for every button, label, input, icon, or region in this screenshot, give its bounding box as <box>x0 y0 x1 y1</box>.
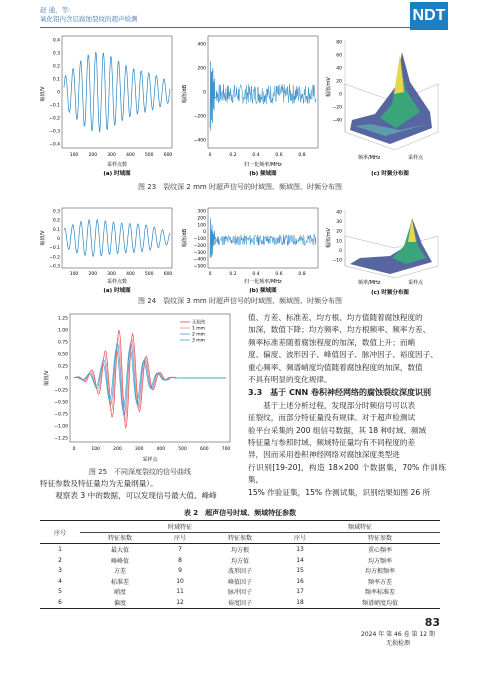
x-tick-label: 0.8 <box>298 153 306 158</box>
y-tick-label: 400 <box>197 42 206 48</box>
table-cell: 12 <box>160 597 200 608</box>
table-cell: 峭度 <box>114 589 127 597</box>
table-cell: 频谱峭度均值 <box>320 597 440 608</box>
x-tick-label: 200 <box>88 153 98 158</box>
y-tick-label: 0 <box>65 376 68 382</box>
y-tick-label: 80 <box>336 40 342 46</box>
y-tick-label: −0.25 <box>54 388 68 394</box>
fig24a-yticks <box>49 209 60 270</box>
right-paragraph-1 <box>248 312 446 386</box>
legend-label: 无损伤 <box>192 320 206 326</box>
y-tick-label: −200 <box>193 114 206 120</box>
x-tick-label: 100 <box>91 447 101 452</box>
y-tick-label: 0.3 <box>52 209 60 215</box>
legend-label: 3 mm <box>192 338 206 344</box>
y-tick-label: −10 <box>332 258 342 264</box>
table-2-body <box>40 544 440 609</box>
table-cell: 7 <box>178 545 182 553</box>
fig23-time-domain-plot <box>40 36 172 177</box>
y-tick-label: 0.2 <box>52 64 60 70</box>
y-tick-label: −0.1 <box>49 246 60 252</box>
y-tick-label: 0.75 <box>57 340 68 346</box>
fig24c-sample-label: 采样点 <box>408 280 424 286</box>
x-tick-label: 600 <box>199 447 209 452</box>
figure-24 <box>40 206 440 306</box>
fig23b-yticks <box>194 42 207 144</box>
table-cell: 均方频率 <box>368 557 393 565</box>
x-tick-label: 0.2 <box>229 153 237 158</box>
x-tick-label: 500 <box>144 153 154 158</box>
text-line: 不具有明显的变化规律。 <box>248 375 332 385</box>
x-tick-label: 0.6 <box>275 272 283 277</box>
table-cell: 裕度因子 <box>200 597 280 608</box>
y-tick-label: −1.25 <box>54 436 68 442</box>
y-tick-label: 200 <box>197 216 206 222</box>
table-cell: 16 <box>296 577 304 585</box>
y-tick-label: −0.75 <box>54 412 68 418</box>
figure-23 <box>40 32 440 190</box>
table-2 <box>40 520 440 609</box>
y-tick-label: 0 <box>57 90 60 96</box>
y-tick-label: 10 <box>336 239 342 245</box>
table-cell: 13 <box>296 545 304 553</box>
y-tick-label: 0 <box>203 90 206 96</box>
figure-24-panels <box>40 206 440 302</box>
table-cell: 3 <box>58 567 62 575</box>
table-head-param: 特征参数 <box>80 532 160 544</box>
table-cell: 脉冲因子 <box>228 589 253 597</box>
fig23a-xlabel: 采样点数 <box>106 162 128 168</box>
table-cell: 频率方差 <box>368 578 393 586</box>
y-tick-label: −0.1 <box>49 103 60 109</box>
text-line: 重心频率、频谱峭度均值随着腐蚀程度的加深，数值 <box>248 362 423 372</box>
x-tick-label: 600 <box>163 272 173 277</box>
fig25-series <box>74 330 226 427</box>
y-tick-label: 0.4 <box>52 38 60 44</box>
y-tick-label: 1.00 <box>57 328 68 334</box>
fig24b-sublabel: (b) 频域图 <box>249 288 277 294</box>
table-2-title: 表 2 超声信号时域、频域特征参数 <box>183 509 297 517</box>
fig23b-xticks <box>209 152 306 158</box>
y-tick-label: 0.3 <box>52 51 60 57</box>
page-footer <box>356 616 440 647</box>
y-tick-label: −0.2 <box>49 116 60 122</box>
table-cell: 1 <box>58 545 62 553</box>
fig24a-xlabel: 采样点数 <box>106 279 128 285</box>
text-line: 验平台采集的 200 组信号数据，其 18 种时域、频域 <box>248 425 427 435</box>
running-title: 氧化铝内含层腐蚀裂纹的超声检测 <box>40 15 138 23</box>
x-tick-label: 400 <box>156 447 166 452</box>
x-tick-label: 0.4 <box>252 153 260 158</box>
fig23a-sublabel: (a) 时域图 <box>103 171 131 177</box>
table-cell: 最大值 <box>111 546 130 554</box>
x-tick-label: 300 <box>134 447 144 452</box>
fig25-ylabel: 幅值/V <box>44 370 50 386</box>
fig24-time-frequency-surface <box>325 210 438 297</box>
x-tick-label: 500 <box>144 272 154 277</box>
y-tick-label: −0.4 <box>49 142 60 148</box>
table-cell: 10 <box>176 577 184 585</box>
y-tick-label: 0 <box>339 92 342 98</box>
running-author: 赵 通，等: <box>40 6 71 14</box>
table-cell: 方差 <box>114 568 127 576</box>
text-line: 频率标准差随着腐蚀程度的加深，数值上升；而峭 <box>248 337 416 347</box>
text-line: 基于上述分析过程，发现部分时频信号可以表 <box>248 400 416 410</box>
y-tick-label: 200 <box>197 66 206 72</box>
fig24c-freq-label: 频率/MHz <box>358 280 381 286</box>
fig24b-xlabel: 归一化频率/MHz <box>244 279 282 285</box>
table-cell: 11 <box>176 588 184 596</box>
y-tick-label: 0.2 <box>52 218 60 224</box>
y-tick-label: 0.50 <box>57 352 68 358</box>
y-tick-label: −40 <box>332 118 342 124</box>
fig24-time-domain-plot <box>40 208 172 294</box>
table-cell: 峰值因子 <box>228 578 253 586</box>
y-tick-label: 1.25 <box>57 316 68 322</box>
fig23-time-frequency-surface <box>325 40 438 178</box>
x-tick-label: 200 <box>88 272 98 277</box>
y-tick-label: 0.25 <box>57 364 68 370</box>
x-tick-label: 0.6 <box>275 153 283 158</box>
y-tick-label: −20 <box>332 105 342 111</box>
x-tick-label: 600 <box>163 153 173 158</box>
table-cell: 重心频率 <box>368 546 393 554</box>
y-tick-label: 20 <box>336 229 342 235</box>
right-text <box>248 312 446 499</box>
table-cell: 2 <box>58 556 62 564</box>
fig23b-spectrum <box>210 61 316 131</box>
table-cell: 偏度 <box>80 597 160 608</box>
figure-25-chart <box>40 308 240 468</box>
fig23c-freq-label: 频率/MHz <box>358 155 381 161</box>
fig23c-sample-label: 采样点 <box>408 155 424 161</box>
left-paragraph-1: 特征参数及特征量均为无量纲量）。 <box>40 479 158 488</box>
text-line: 征裂纹，而部分特征量没有规律。对于超声检测试 <box>248 413 416 423</box>
table-cell: 18 <box>280 597 320 608</box>
fig24c-zticks <box>333 210 343 264</box>
table-cell: 5 <box>58 588 62 596</box>
table-row <box>40 555 440 566</box>
figure-25-caption: 图 25 不同深度裂纹的信号曲线 <box>88 468 192 476</box>
x-tick-label: 200 <box>113 447 122 452</box>
table-head-seq: 序号 <box>160 532 200 544</box>
fig24a-ylabel: 幅值/V <box>40 230 46 246</box>
fig24c-sublabel: (c) 时频分布图 <box>371 290 409 296</box>
fig24b-xticks <box>209 271 306 277</box>
y-tick-label: −500 <box>193 264 206 270</box>
table-cell: 均方根频率 <box>365 568 396 576</box>
x-tick-label: 0.2 <box>229 272 237 277</box>
x-tick-label: 0.8 <box>298 272 306 277</box>
fig24c-zlabel: 幅值/mV <box>326 228 332 248</box>
fig25-xlabel: 采样点 <box>142 457 158 463</box>
table-row <box>40 576 440 587</box>
left-paragraph-2: 观察表 3 中的数据，可以发现信号最大值、峰峰 <box>40 491 217 501</box>
table-cell: 标准差 <box>111 578 130 586</box>
fig24b-spectrum <box>210 218 316 258</box>
y-tick-label: 0 <box>203 230 206 236</box>
table-cell: 15 <box>296 567 304 575</box>
table-group-freq: 频域特征 <box>280 521 440 533</box>
fig23b-ylabel: 幅值/dB <box>182 84 188 104</box>
text-line: 特征量与参照时域、频域特征量均有不同程度的差 <box>248 438 416 448</box>
table-row <box>40 565 440 576</box>
x-tick-label: 400 <box>126 272 135 277</box>
table-cell: 8 <box>178 556 182 564</box>
figure-24-caption: 图 24 裂纹深 3 mm 时超声信号的时域图、频域图、时频分布图 <box>138 297 342 305</box>
fig23a-xticks <box>70 152 173 158</box>
y-tick-label: 100 <box>197 223 206 229</box>
fig23c-sublabel: (c) 时频分布图 <box>371 171 409 177</box>
y-tick-label: 30 <box>336 220 342 226</box>
x-tick-label: 0 <box>72 447 76 452</box>
table-head-seq: 序号 <box>40 521 80 544</box>
text-line: 值、方差、标准差、均方根、均方值随着腐蚀程度的 <box>248 313 423 322</box>
fig25-yticks <box>54 316 68 442</box>
fig24b-yticks <box>194 209 207 270</box>
text-line: 加深，数值下降；均方频率、均方根频率、频率方差、 <box>248 325 431 335</box>
table-cell: 6 <box>40 597 80 608</box>
journal-name: 无损检测 <box>385 640 410 647</box>
y-tick-label: −0.2 <box>49 255 60 261</box>
x-tick-label: 500 <box>178 447 187 452</box>
fig23b-xlabel: 归一化频率/MHz <box>244 162 282 168</box>
y-tick-label: 40 <box>336 66 342 72</box>
y-tick-label: 40 <box>336 210 342 216</box>
y-tick-label: −200 <box>193 243 206 249</box>
fig24a-waveform <box>64 220 170 256</box>
fig24a-sublabel: (a) 时域图 <box>103 288 131 294</box>
page-number: 83 <box>424 616 440 629</box>
x-tick-label: 400 <box>126 153 135 158</box>
figure-23-caption: 图 23 裂纹深 2 mm 时超声信号的时域图、频域图、时频分布图 <box>138 183 342 191</box>
x-tick-label: 0 <box>208 272 212 277</box>
y-tick-label: −0.50 <box>54 400 68 406</box>
legend-label: 1 mm <box>192 326 206 332</box>
x-tick-label: 300 <box>107 272 116 277</box>
x-tick-label: 300 <box>107 153 116 158</box>
figure-25 <box>40 308 240 478</box>
y-tick-label: −100 <box>193 237 206 242</box>
y-tick-label: 0.1 <box>52 77 60 83</box>
table-cell: 频率标准差 <box>365 589 396 597</box>
y-tick-label: −1.00 <box>54 424 68 430</box>
table-head-param: 特征参数 <box>320 532 440 544</box>
fig23-frequency-domain-plot <box>181 36 318 177</box>
table-head-param: 特征参数 <box>200 532 280 544</box>
y-tick-label: −400 <box>193 257 206 263</box>
issue-info: 2024 年 第 46 卷 第 12 期 <box>361 631 435 638</box>
table-row <box>40 544 440 555</box>
fig25-series-line <box>74 330 226 427</box>
text-line: 度、偏度、波形因子、峰值因子、脉冲因子、裕度因子、 <box>248 350 438 360</box>
text-line: 15% 作验证集，15% 作测试集，识别结果如图 26 所 <box>248 487 431 497</box>
table-cell: 峰峰值 <box>111 557 130 565</box>
table-cell: 14 <box>296 556 304 564</box>
table-cell: 波形因子 <box>228 568 253 576</box>
fig23b-sublabel: (b) 频域图 <box>249 171 277 177</box>
journal-logo: NDT <box>410 2 448 30</box>
y-tick-label: 60 <box>336 53 342 59</box>
y-tick-label: 20 <box>336 79 342 85</box>
table-cell: 均方值 <box>231 557 250 565</box>
fig24b-ylabel: 幅值/dB <box>182 228 188 248</box>
table-cell: 均方根 <box>231 546 250 554</box>
y-tick-label: −0.3 <box>49 264 60 270</box>
table-group-time: 时域特征 <box>80 521 280 533</box>
table-cell: 17 <box>296 588 304 596</box>
y-tick-label: 0 <box>57 237 60 242</box>
right-paragraph-2 <box>248 400 446 499</box>
fig23c-zticks <box>333 40 343 124</box>
table-row <box>40 587 440 598</box>
y-tick-label: −0.3 <box>49 129 60 135</box>
text-line: 行识别[19-20]，构造 18×200 个数据集，70% 作训练集， <box>248 462 446 485</box>
x-tick-label: 100 <box>69 153 79 158</box>
table-head-seq: 序号 <box>280 532 320 544</box>
header-rule <box>40 27 426 28</box>
section-heading-3-3: 3.3 基于 CNN 卷积神经网络的腐蚀裂纹深度识别 <box>248 388 432 398</box>
y-tick-label: 0.1 <box>52 227 60 233</box>
figure-23-panels <box>40 32 440 190</box>
table-row <box>40 597 440 608</box>
fig23a-yticks <box>49 38 60 148</box>
fig25-legend <box>180 319 206 344</box>
y-tick-label: −300 <box>193 250 206 256</box>
fig25-xticks <box>73 446 231 452</box>
fig24-frequency-domain-plot <box>181 208 318 294</box>
y-tick-label: 300 <box>197 209 206 215</box>
text-line: 异，因而采用卷积神经网络对腐蚀深度类型进 <box>248 450 400 460</box>
fig23a-ylabel: 幅值/V <box>40 86 46 102</box>
fig23c-zlabel: 幅值/mV <box>326 77 332 97</box>
fig23a-waveform <box>64 52 170 132</box>
table-cell: 9 <box>178 567 182 575</box>
y-tick-label: −400 <box>193 138 206 144</box>
left-text <box>40 478 246 503</box>
y-tick-label: 0 <box>339 248 342 254</box>
legend-label: 2 mm <box>192 332 206 338</box>
x-tick-label: 700 <box>221 447 231 452</box>
x-tick-label: 100 <box>69 272 79 277</box>
table-cell: 4 <box>58 577 62 585</box>
x-tick-label: 0 <box>208 153 212 158</box>
fig24a-xticks <box>70 271 173 277</box>
x-tick-label: 0.4 <box>252 272 260 277</box>
